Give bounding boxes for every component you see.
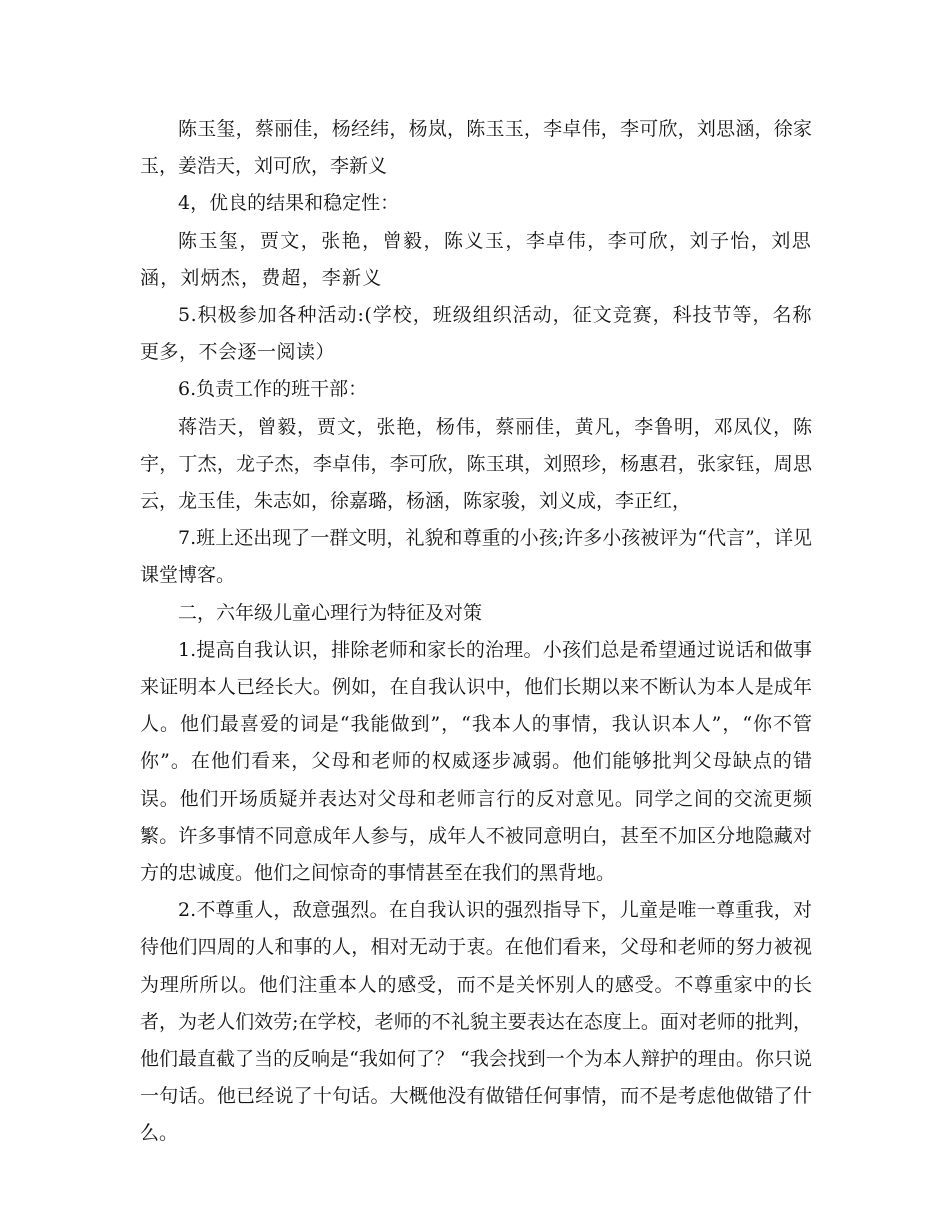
paragraph-disrespect: 2.不尊重人，敌意强烈。在自我认识的强烈指导下，儿童是唯一尊重我，对待他们四周的人和事的人，相对无动于衷。在他们看来，父母和老师的努力被视为理所所以。他们注重本人的感受，而不是关怀别人的感受。不尊重家中的长者，为老人们效劳;在学校，老师的不礼貌主要表达在态度上。面对老师的批判，他们最直截了当的反响是“我如何了？ “我会找到一个为本人辩护的理由。你只说一句话。他已经说了十句话。大概他没有做错任何事情，而不是考虑他做错了什么。 (140, 899, 812, 1145)
paragraph-heading-4: 4，优良的结果和稳定性： (178, 192, 400, 215)
paragraph-self-awareness: 1.提高自我认识，排除老师和家长的治理。小孩们总是希望通过说话和做事来证明本人已经长大。例如，在自我认识中，他们长期以来不断认为本人是成年人。他们最喜爱的词是“我能做到”，“我本人的事情，我认识本人”，“你不管你”。在他们看来，父母和老师的权威逐步减弱。他们能够批判父母缺点的错误。他们开场质疑并表达对父母和老师言行的反对意见。同学之间的交流更频繁。许多事情不同意成年人参与，成年人不被同意明白，甚至不加区分地隐藏对方的忠诚度。他们之间惊奇的事情甚至在我们的黑背地。 (140, 638, 812, 885)
paragraph-heading-7: 7.班上还出现了一群文明，礼貌和尊重的小孩;许多小孩被评为“代言”，详见课堂博客。 (140, 527, 812, 587)
document-body (140, 111, 812, 1153)
paragraph-heading-6: 6.负责工作的班干部： (178, 378, 368, 401)
paragraph-award-names: 陈玉玺，蔡丽佳，杨经纬，杨岚，陈玉玉，李卓伟，李可欣，刘思涵，徐家玉，姜浩天，刘可欣，李新义 (140, 118, 812, 178)
section-heading-2: 二，六年级儿童心理行为特征及对策 (178, 601, 483, 624)
paragraph-cadre-names: 蒋浩天，曾毅，贾文，张艳，杨伟，蔡丽佳，黄凡，李鲁明，邓凤仪，陈宇，丁杰，龙子杰，李卓伟，李可欣，陈玉琪，刘照珍，杨惠君，张家钰，周思云，龙玉佳，朱志如，徐嘉璐，杨涵，陈家骏，刘义成，李正红， (140, 415, 812, 513)
paragraph-heading-5: 5.积极参加各种活动:(学校，班级组织活动，征文竞赛，科技节等，名称更多，不会逐一阅读） (140, 304, 812, 364)
paragraph-stability-names: 陈玉玺，贾文，张艳，曾毅，陈义玉，李卓伟，李可欣，刘子怡，刘思涵，刘炳杰，费超，李新义 (140, 229, 812, 289)
